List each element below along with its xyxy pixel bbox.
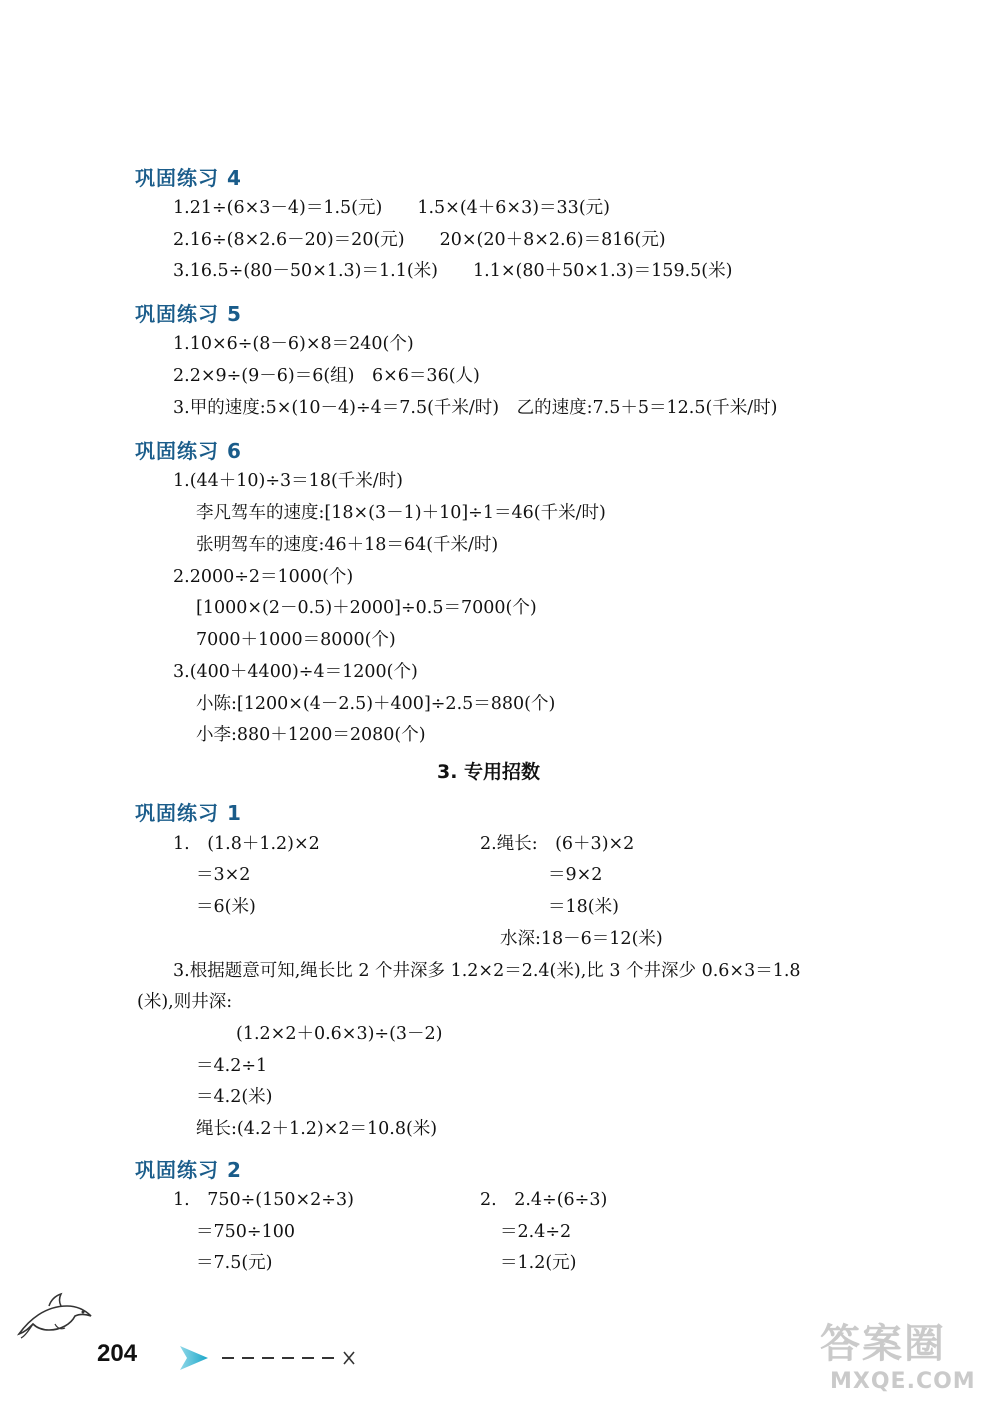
answer-line: 小李:880＋1200＝2080(个) [196, 725, 426, 745]
answer-line: [1000×(2－0.5)＋2000]÷0.5＝7000(个) [196, 598, 537, 618]
answer-line: (米),则井深: [137, 992, 233, 1012]
watermark-logo [820, 1312, 976, 1394]
answer-line: 1. (1.8＋1.2)×2 [173, 834, 320, 854]
answer-line: 2.16÷(8×2.6－20)＝20(元) 20×(20＋8×2.6)＝816(元) [173, 230, 666, 250]
answer-line: 小陈:[1200×(4－2.5)＋400]÷2.5＝880(个) [196, 694, 556, 714]
answer-line: ＝1.2(元) [500, 1253, 577, 1273]
answer-line: ＝4.2(米) [196, 1087, 273, 1107]
section-title: 3. 专用招数 [437, 761, 541, 783]
heading-practice-6: 巩固练习 6 [135, 439, 242, 463]
answer-line: (1.2×2＋0.6×3)÷(3－2) [236, 1024, 443, 1044]
answer-line: 张明驾车的速度:46＋18＝64(千米/时) [196, 535, 499, 555]
answer-line: ＝7.5(元) [196, 1253, 273, 1273]
answer-line: 7000＋1000＝8000(个) [196, 630, 396, 650]
heading-practice-5: 巩固练习 5 [135, 302, 242, 326]
heading-practice-2: 巩固练习 2 [135, 1158, 242, 1182]
answer-line: 1. 750÷(150×2÷3) [173, 1190, 354, 1210]
answer-line: 3.根据题意可知,绳长比 2 个井深多 1.2×2＝2.4(米),比 3 个井深少 0.6×3＝1.8 [173, 961, 801, 981]
answer-line: ＝4.2÷1 [196, 1056, 268, 1076]
answer-line: ＝2.4÷2 [500, 1222, 572, 1242]
answer-line: 1.10×6÷(8－6)×8＝240(个) [173, 334, 414, 354]
answer-line: ＝9×2 [548, 865, 603, 885]
answer-line: 3.甲的速度:5×(10－4)÷4＝7.5(千米/时) 乙的速度:7.5＋5＝12.5(千米/时) [173, 398, 778, 418]
answer-line: 1.21÷(6×3－4)＝1.5(元) 1.5×(4＋6×3)＝33(元) [173, 198, 610, 218]
answer-line: 3.16.5÷(80－50×1.3)＝1.1(米) 1.1×(80＋50×1.3)＝159.5(米) [173, 261, 733, 281]
answer-line: ＝6(米) [196, 897, 256, 917]
arrow-icon [178, 1344, 368, 1376]
answer-line: 水深:18－6＝12(米) [500, 929, 663, 949]
heading-practice-1: 巩固练习 1 [135, 801, 242, 825]
watermark-line-2: MXQE.COM [830, 1369, 976, 1394]
answer-line: 2.2000÷2＝1000(个) [173, 567, 354, 587]
answer-line: 2.绳长: (6＋3)×2 [480, 834, 635, 854]
watermark-line-1: 答案圈 [820, 1321, 946, 1367]
heading-practice-4: 巩固练习 4 [135, 166, 242, 190]
answer-line: 绳长:(4.2＋1.2)×2＝10.8(米) [196, 1119, 438, 1139]
answer-line: 3.(400＋4400)÷4＝1200(个) [173, 662, 418, 682]
answer-line: 李凡驾车的速度:[18×(3－1)＋10]÷1＝46(千米/时) [196, 503, 606, 523]
answer-line: ＝750÷100 [196, 1222, 295, 1242]
answer-line: 1.(44＋10)÷3＝18(千米/时) [173, 471, 404, 491]
answer-line: 2. 2.4÷(6÷3) [480, 1190, 608, 1210]
answer-line: ＝3×2 [196, 865, 251, 885]
answer-line: ＝18(米) [548, 897, 619, 917]
page-number: 204 [97, 1340, 138, 1367]
dolphin-icon [15, 1290, 95, 1344]
answer-line: 2.2×9÷(9－6)＝6(组) 6×6＝36(人) [173, 366, 480, 386]
